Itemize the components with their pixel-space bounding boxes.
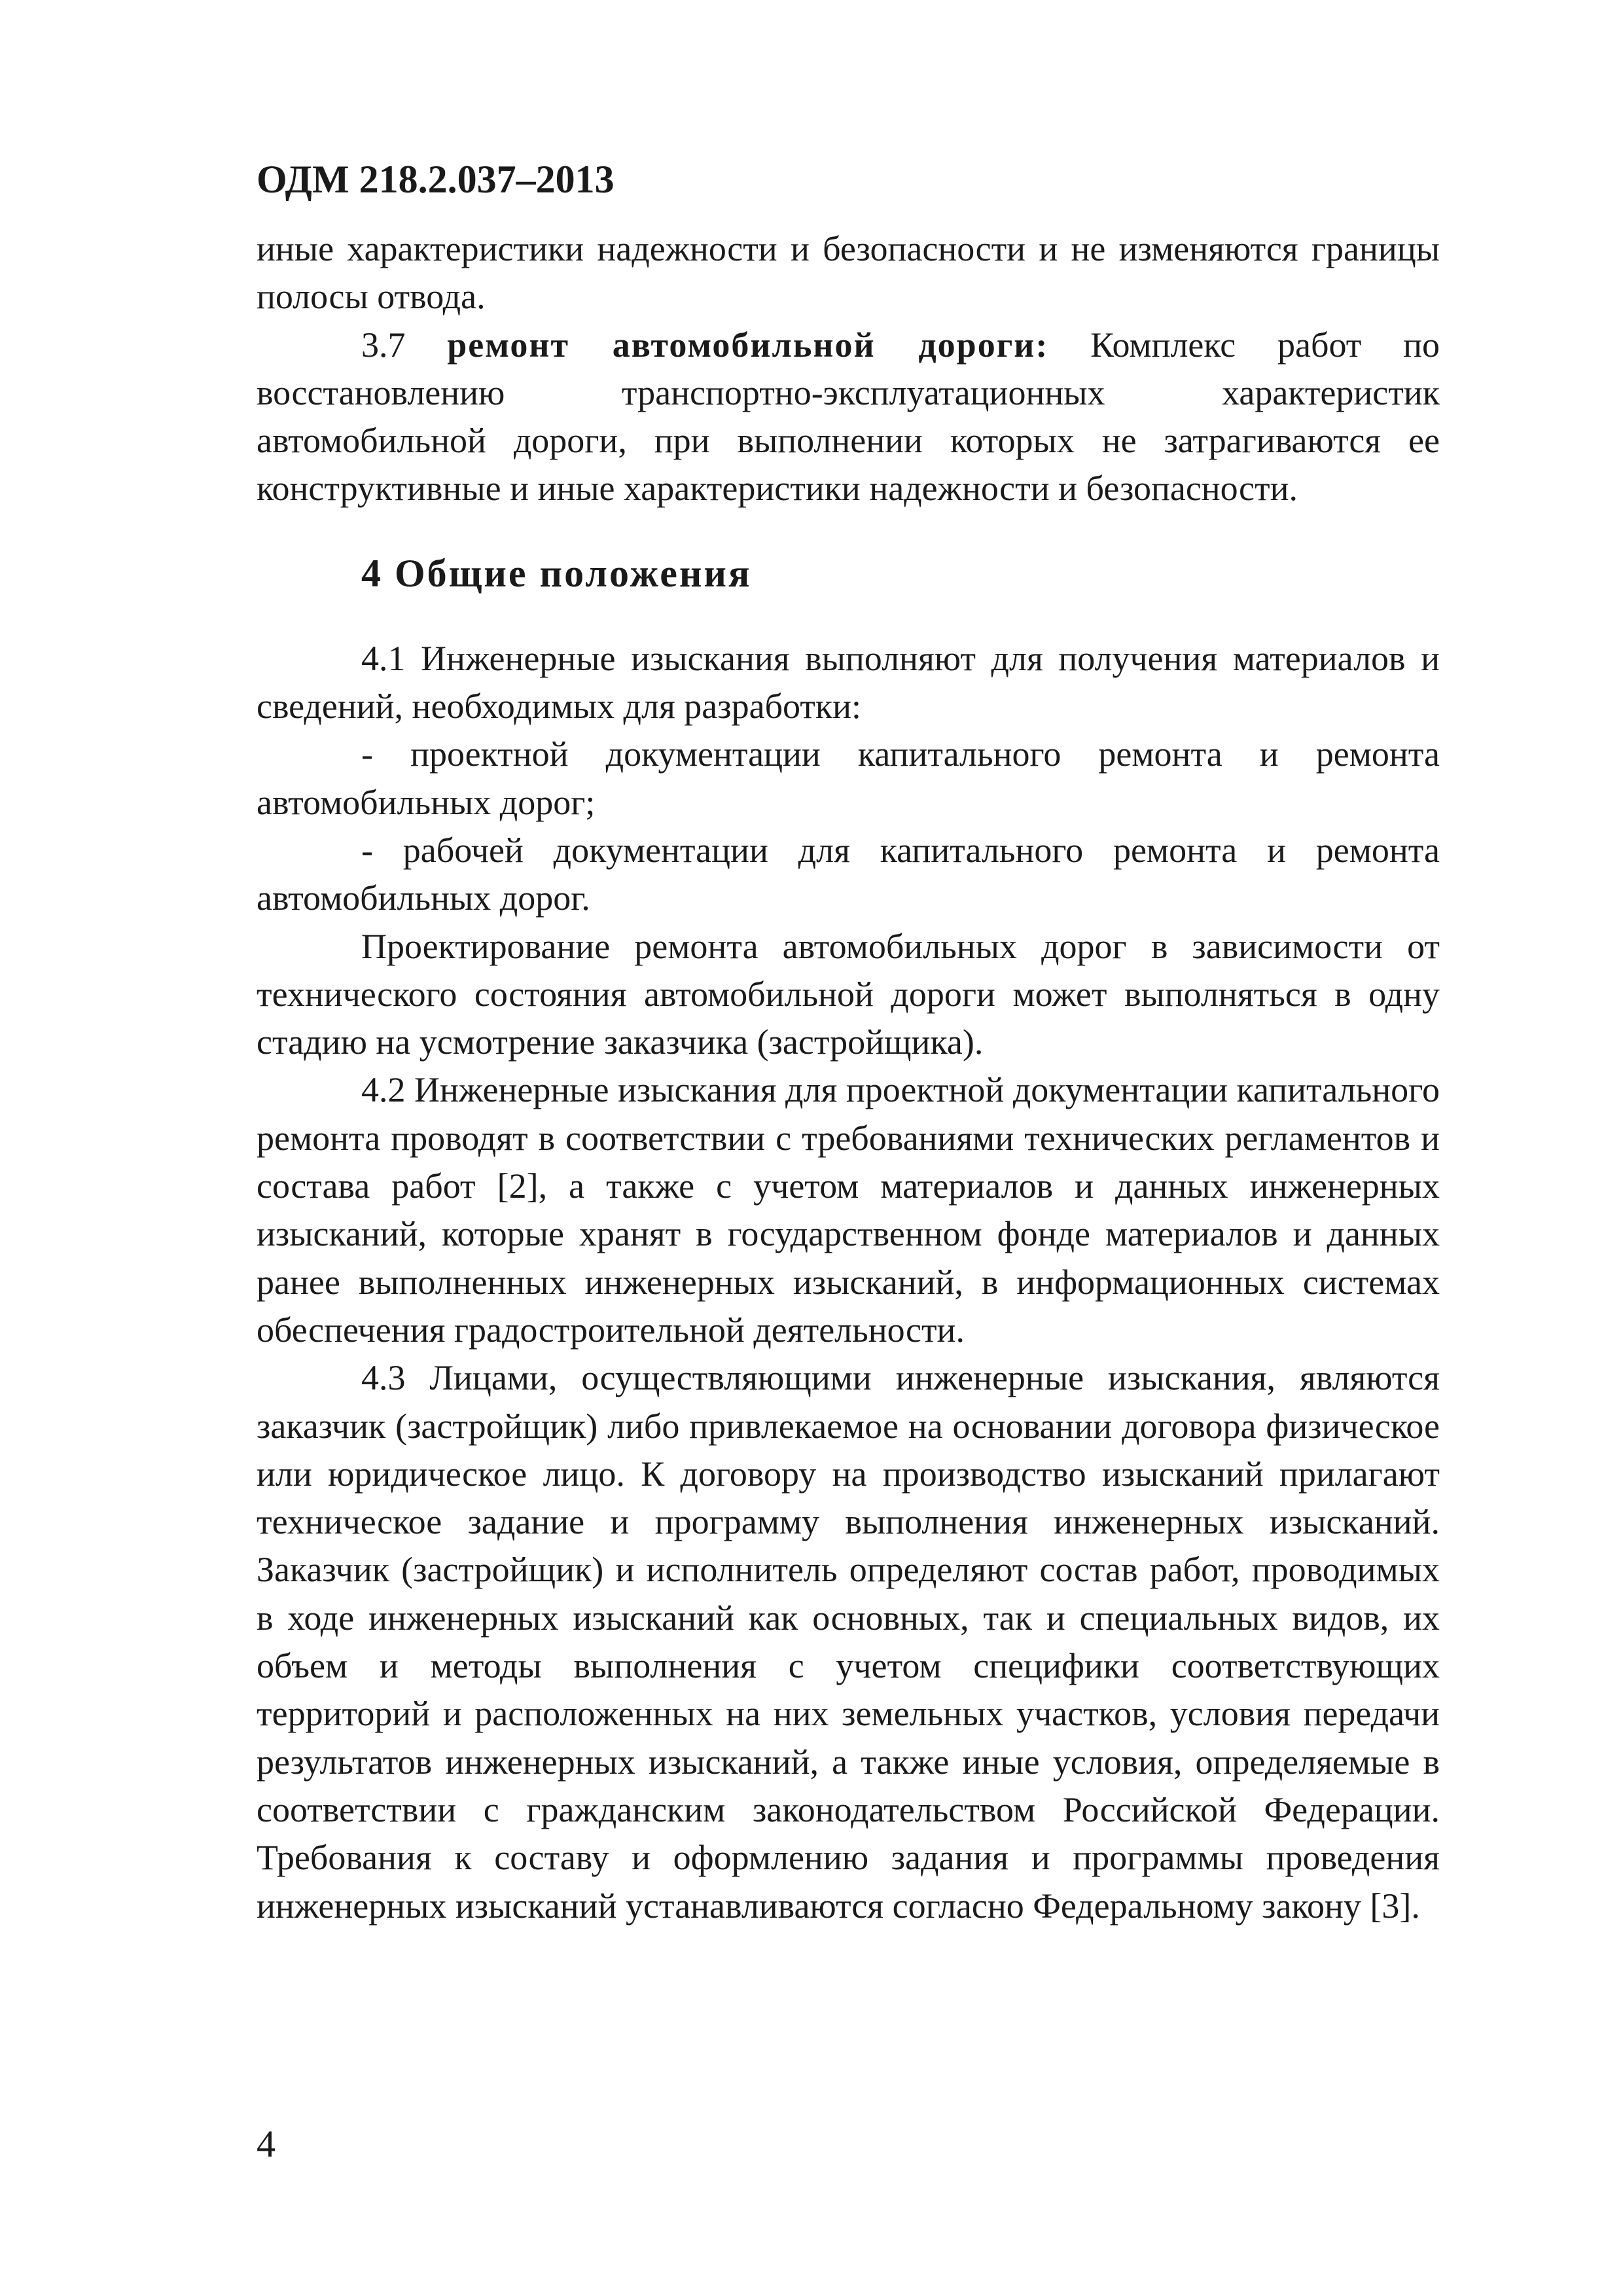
- section-4-heading: 4 Общие положения: [361, 551, 752, 595]
- list-item: - рабочей документации для капитального ремонта и ремонта автомобильных дорог.: [257, 830, 1440, 918]
- paragraph-4-3: 4.3 Лицами, осуществляющими инженерные изыскания, являются заказчик (застройщик) либо привлекаемое на основании договора физическое или юридическое лицо. К договору на производство изысканий прилагают техническое задание и программу выполнения инженерных изысканий. Заказчик (застройщик) и исполнитель определяют состав работ, проводимых в ходе инженерных изысканий как основных, так и специальных видов, их объем и методы выполнения с учетом специфики соответствующих территорий и расположенных на них земельных участков, условия передачи результатов инженерных изысканий, а также иные условия, определяемые в соответствии с гражданским законодательством Российской Федерации. Требования к составу и оформлению задания и программы проведения инженерных изысканий устанавливаются согласно Федеральному закону [3].: [257, 1358, 1440, 1926]
- clause-3-7-term: ремонт автомобильной дороги:: [447, 325, 1049, 365]
- clause-3-7: [257, 321, 1440, 513]
- list-item: - проектной документации капитального ремонта и ремонта автомобильных дорог;: [257, 734, 1440, 822]
- paragraph-4-2: 4.2 Инженерные изыскания для проектной документации капитального ремонта проводят в соответствии с требованиями технических регламентов и состава работ [2], а также с учетом материалов и данных инженерных изысканий, которые хранят в государственном фонде материалов и данных ранее выполненных инженерных изысканий, в информационных системах обеспечения градостроительной деятельности.: [257, 1070, 1440, 1350]
- clause-3-7-definition: Комплекс работ по восстановлению транспортно-эксплуатационных характеристик автомобильной дороги, при выполнении которых не затрагиваются ее конструктивные и иные характеристики надежности и безопасности.: [257, 325, 1440, 509]
- document-code-header: ОДМ 218.2.037–2013: [257, 158, 615, 201]
- body-text: [257, 225, 1440, 1930]
- paragraph-continuation: иные характеристики надежности и безопасности и не изменяются границы полосы отвода.: [257, 229, 1440, 317]
- paragraph-4-1: 4.1 Инженерные изыскания выполняют для получения материалов и сведений, необходимых для разработки:: [257, 638, 1440, 726]
- paragraph-4-1-note: Проектирование ремонта автомобильных дорог в зависимости от технического состояния автомобильной дороги может выполняться в одну стадию на усмотрение заказчика (застройщика).: [257, 926, 1440, 1062]
- page-number: 4: [257, 2123, 276, 2165]
- clause-3-7-number: 3.7: [361, 325, 406, 365]
